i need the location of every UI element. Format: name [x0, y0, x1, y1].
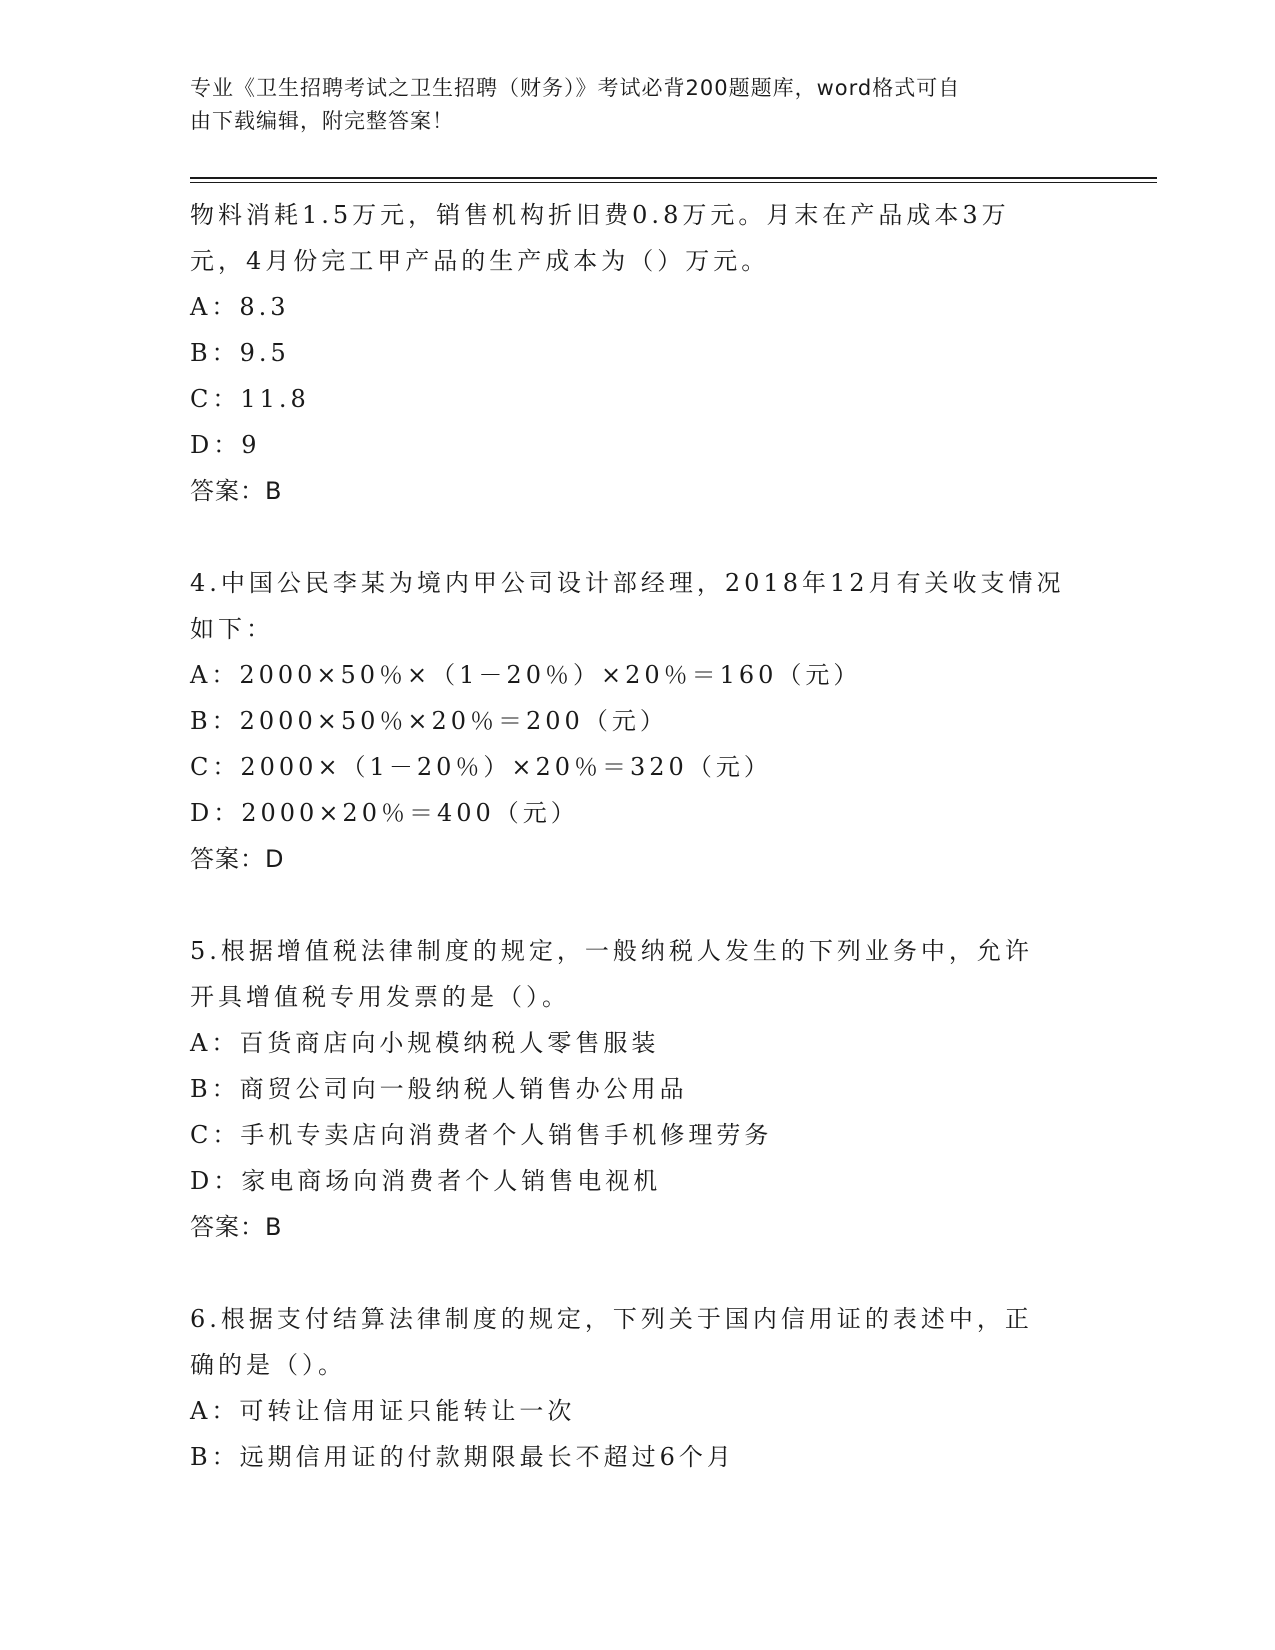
option-d: D：2000×20％＝400（元）: [190, 799, 579, 827]
option-d: D：9: [190, 431, 261, 459]
spacer: [190, 1250, 1090, 1296]
option-c: C：手机专卖店向消费者个人销售手机修理劳务: [190, 1121, 773, 1149]
question-3: [190, 192, 1090, 514]
answer-line: 答案：B: [190, 1213, 283, 1241]
spacer: [190, 882, 1090, 928]
option-c: C：11.8: [190, 385, 310, 413]
question-list: [190, 192, 1090, 1480]
header-line-2: 由下载编辑，附完整答案！: [190, 109, 454, 133]
option-a: A：2000×50％×（1－20％）×20％＝160（元）: [190, 661, 862, 689]
option-c: C：2000×（1－20％）×20％＝320（元）: [190, 753, 772, 781]
question-stem: 元，4月份完工甲产品的生产成本为（）万元。: [190, 247, 770, 275]
header-divider-thin: [190, 182, 1157, 183]
question-stem: 确的是（）。: [190, 1351, 346, 1379]
option-b: B：2000×50％×20％＝200（元）: [190, 707, 668, 735]
option-a: A：可转让信用证只能转让一次: [190, 1397, 576, 1425]
header-line-1: 专业《卫生招聘考试之卫生招聘（财务）》考试必背200题题库，word格式可自: [190, 76, 961, 100]
question-5: [190, 928, 1090, 1250]
question-stem: 开具增值税专用发票的是（）。: [190, 983, 570, 1011]
header-divider-thick: [190, 177, 1157, 179]
spacer: [190, 514, 1090, 560]
question-stem: 物料消耗1.5万元，销售机构折旧费0.8万元。月末在产品成本3万: [190, 201, 1010, 229]
answer-line: 答案：D: [190, 845, 285, 873]
option-a: A：8.3: [190, 293, 290, 321]
option-a: A：百货商店向小规模纳税人零售服装: [190, 1029, 660, 1057]
answer-line: 答案：B: [190, 477, 283, 505]
question-stem: 6.根据支付结算法律制度的规定，下列关于国内信用证的表述中，正: [190, 1305, 1033, 1333]
question-stem: 4.中国公民李某为境内甲公司设计部经理，2018年12月有关收支情况: [190, 569, 1065, 597]
question-stem: 如下：: [190, 615, 274, 643]
document-header: [190, 72, 1070, 138]
question-4: [190, 560, 1090, 882]
option-d: D：家电商场向消费者个人销售电视机: [190, 1167, 662, 1195]
option-b: B：9.5: [190, 339, 290, 367]
question-6: [190, 1296, 1090, 1480]
option-b: B：商贸公司向一般纳税人销售办公用品: [190, 1075, 688, 1103]
option-b: B：远期信用证的付款期限最长不超过6个月: [190, 1443, 735, 1471]
question-stem: 5.根据增值税法律制度的规定，一般纳税人发生的下列业务中，允许: [190, 937, 1033, 965]
